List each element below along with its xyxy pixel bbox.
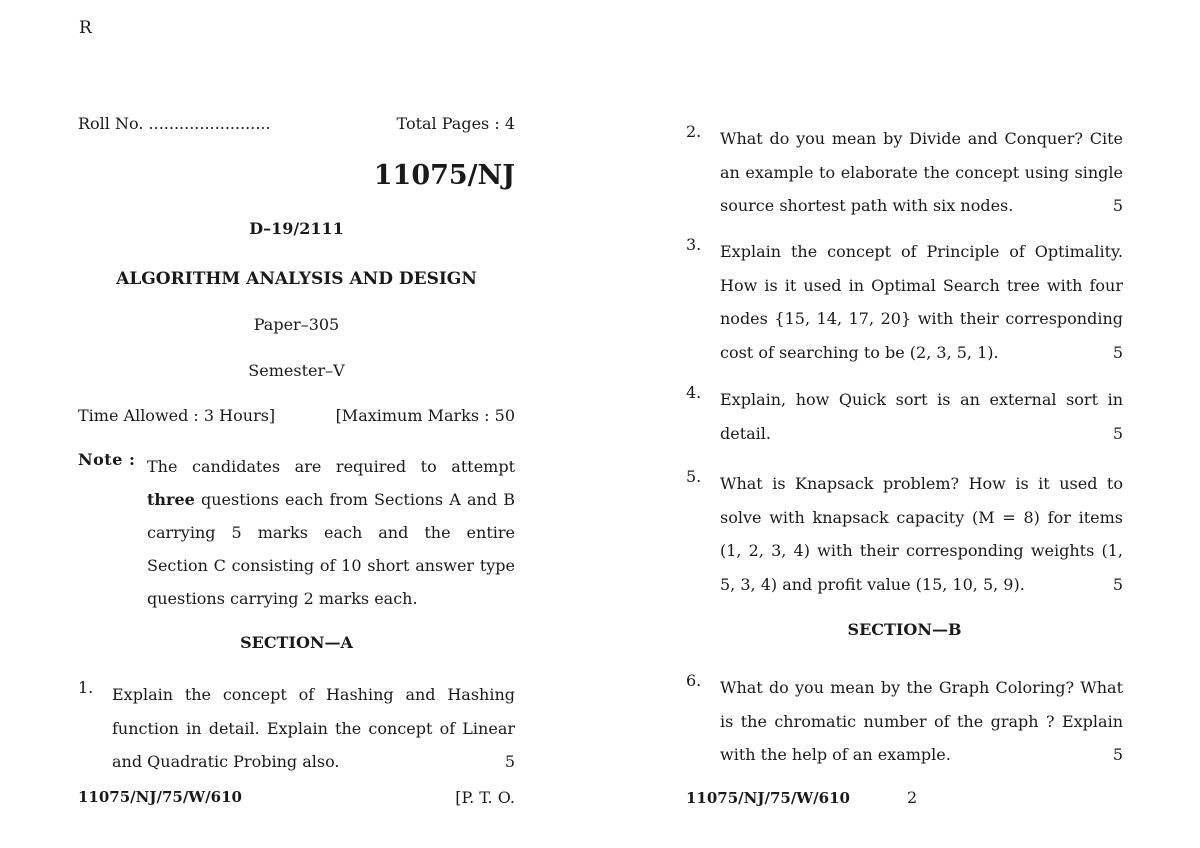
question-body: What is Knapsack problem? How is it used to solve with knapsack capacity (M = 8) for items (1, 2, 3, 4) with their corresponding weights (1, 5, 3, 4) and profit value (15, 10, 5, 9). [720, 474, 1123, 594]
question-marks: 5 [1112, 342, 1123, 362]
subject-title: ALGORITHM ANALYSIS AND DESIGN [116, 269, 477, 289]
question-body: What do you mean by the Graph Coloring? What is the chromatic number of the graph ? Explain with the help of an example. [720, 678, 1123, 764]
question-text [720, 671, 1123, 772]
pto-mark: [P. T. O. [455, 788, 515, 807]
roll-no-field: Roll No. ........................ [78, 114, 271, 133]
right-page [686, 0, 1123, 848]
question-number: 1. [78, 678, 94, 697]
footer-code: 11075/NJ/75/W/610 [686, 789, 850, 807]
question-body: Explain the concept of Hashing and Hashing function in detail. Explain the concept of Linear and Quadratic Probing also. [112, 685, 515, 771]
question-marks: 5 [1112, 196, 1123, 215]
maximum-marks: [Maximum Marks : 50 [335, 406, 515, 425]
total-pages: Total Pages : 4 [396, 114, 515, 133]
question-marks: 5 [504, 752, 515, 771]
section-a-title: SECTION—A [240, 633, 353, 652]
right-footer [686, 788, 917, 807]
left-footer [78, 788, 515, 807]
exam-code: D–19/2111 [249, 219, 344, 238]
note-text-part: The candidates are required to attempt [147, 457, 515, 476]
question-body: Explain the concept of Principle of Optimality. How is it used in Optimal Search tree with four nodes {15, 14, 17, 20} with their corresponding cost of searching to be (2, 3, 5, 1). [720, 242, 1123, 362]
question-text [720, 122, 1123, 223]
paper-code: 11075/NJ [373, 160, 515, 191]
question-marks: 5 [1112, 423, 1123, 443]
note-text-part: questions each from Sections A and B carrying 5 marks each and the entire Section C consisting of 10 short answer type questions carrying 2 marks each. [147, 490, 515, 608]
footer-code: 11075/NJ/75/W/610 [78, 788, 242, 806]
page-number: 2 [907, 788, 918, 807]
semester: Semester–V [248, 361, 345, 380]
question-text [720, 235, 1123, 369]
question-number: 2. [686, 122, 702, 141]
question-text [112, 678, 515, 779]
question-number: 6. [686, 671, 702, 690]
question-body: What do you mean by Divide and Conquer? Cite an example to elaborate the concept using single source shortest path with six nodes. [720, 129, 1123, 215]
question-marks: 5 [1112, 745, 1123, 764]
note-emphasis: three [147, 490, 195, 509]
note-text [147, 450, 515, 615]
question-text [720, 467, 1123, 601]
note-label: Note : [78, 450, 136, 469]
question-number: 4. [686, 383, 702, 402]
time-allowed: Time Allowed : 3 Hours] [78, 406, 276, 425]
question-number: 3. [686, 235, 702, 254]
left-page [78, 0, 515, 848]
paper-number: Paper–305 [253, 315, 340, 334]
question-number: 5. [686, 467, 702, 486]
question-body: Explain, how Quick sort is an external sort in detail. [720, 390, 1123, 443]
header-row [78, 114, 515, 133]
section-b-title: SECTION—B [847, 620, 962, 639]
question-text [720, 383, 1123, 450]
question-marks: 5 [1112, 574, 1123, 594]
corner-mark: R [79, 18, 92, 38]
time-marks-row [78, 406, 515, 425]
